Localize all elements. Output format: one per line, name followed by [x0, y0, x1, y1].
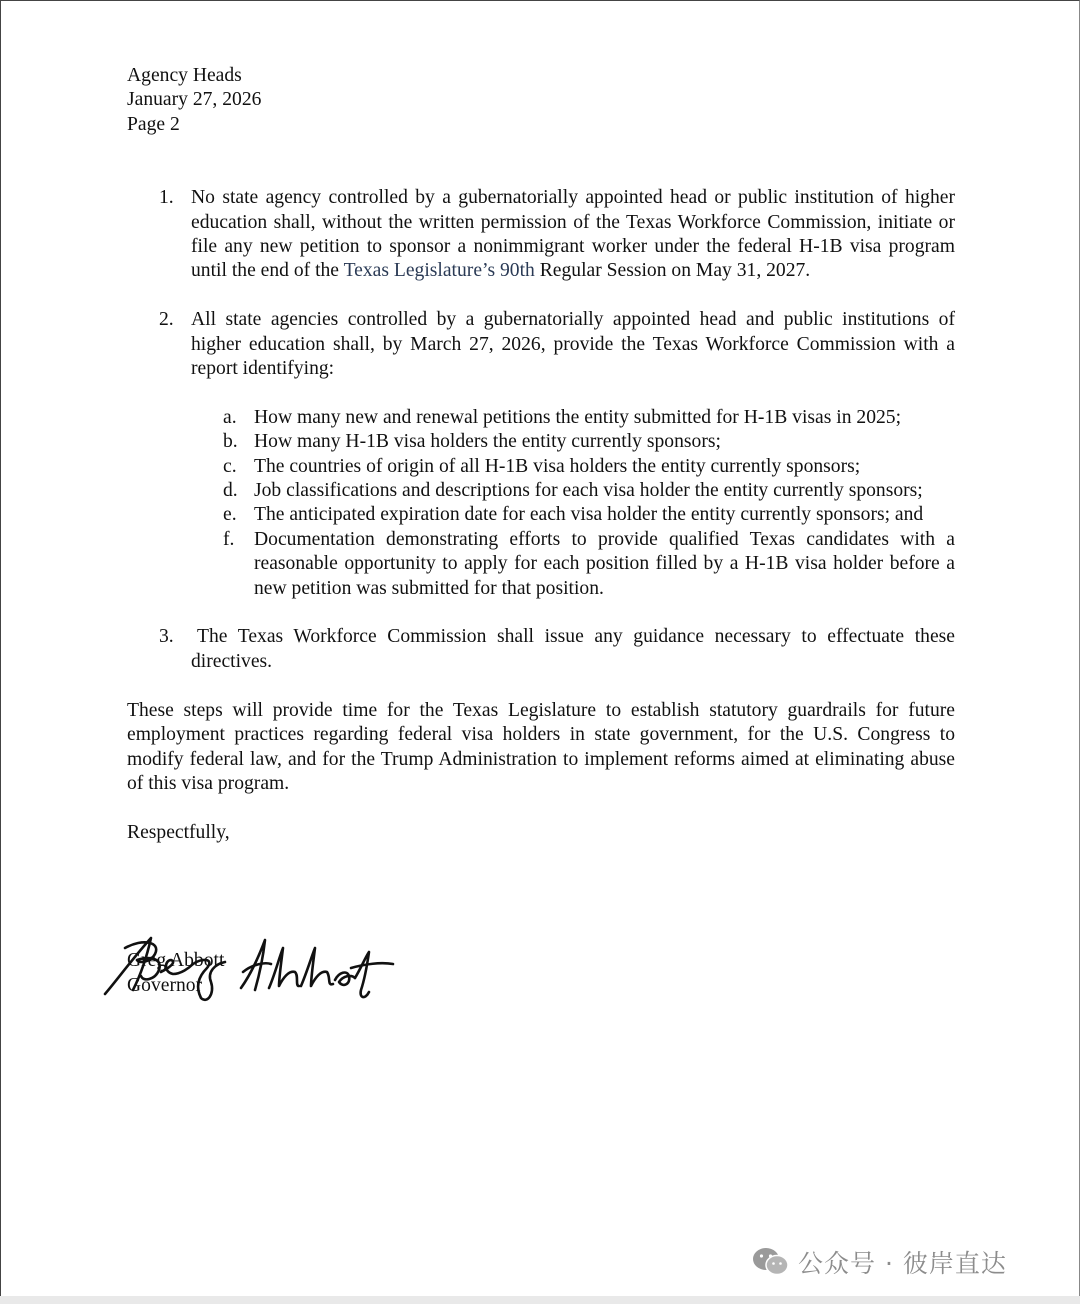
sub-marker: c. — [223, 455, 237, 477]
directive-text-1a: No state agency controlled by a gubernatorially appointed head or public institution of higher education shall, without the written permission of the Texas Workforce Commission, initiate or file any new petition to sponsor a nonimmigrant worker under the federal H-1B visa program until the end of the — [191, 187, 955, 282]
sub-item-b — [127, 430, 955, 454]
sub-item-e — [127, 503, 955, 527]
sub-item-a — [127, 406, 955, 430]
page-number: Page 2 — [127, 113, 180, 135]
directive-item-3 — [127, 625, 955, 674]
sub-item-text: The anticipated expiration date for each visa holder the entity currently sponsors; and — [254, 504, 924, 526]
watermark-text: 公众号 · 彼岸直达 — [798, 1249, 1007, 1278]
signer-title: Governor — [127, 974, 203, 996]
sub-marker: a. — [223, 406, 237, 428]
salutation: Respectfully, — [127, 821, 230, 843]
directive-text-1b: Regular Session on May 31, 2027. — [534, 260, 811, 282]
date-line: January 27, 2026 — [127, 89, 262, 111]
list-marker: 1. — [159, 187, 174, 209]
watermark — [752, 1244, 1007, 1280]
directive-text-3: The Texas Workforce Commission shall issue any guidance necessary to effectuate these directives. — [191, 626, 955, 672]
wechat-icon — [752, 1246, 790, 1278]
directive-item-2 — [127, 308, 955, 381]
directive-list — [127, 186, 955, 674]
sub-item-text: Documentation demonstrating efforts to provide qualified Texas candidates with a reasonable opportunity to apply for each position filled by a H-1B visa holder before a new petition was submitted for that position. — [254, 528, 955, 599]
legislature-reference: Texas Legislature’s 90th — [343, 260, 535, 282]
sub-marker: d. — [223, 480, 238, 502]
directive-text-2: All state agencies controlled by a gubernatorially appointed head and public institutions of higher education shall, by March 27, 2026, provide the Texas Workforce Commission with a report identifying: — [191, 309, 955, 380]
sub-item-text: Job classifications and descriptions for each visa holder the entity currently sponsors; — [254, 480, 923, 502]
list-marker: 2. — [159, 309, 174, 331]
recipient-line: Agency Heads — [127, 65, 242, 86]
sub-item-f — [127, 528, 955, 601]
sub-marker: e. — [223, 504, 237, 526]
sub-marker: f. — [223, 528, 235, 550]
report-requirements-list — [127, 406, 955, 601]
signer-name: Greg Abbott — [127, 950, 225, 972]
list-marker: 3. — [159, 626, 174, 648]
sub-item-text: How many new and renewal petitions the entity submitted for H-1B visas in 2025; — [254, 406, 902, 428]
sub-item-c — [127, 455, 955, 479]
letter-body — [127, 64, 955, 998]
signature-icon — [103, 928, 395, 1004]
letter-header — [127, 64, 955, 137]
sub-item-text: The countries of origin of all H-1B visa holders the entity currently sponsors; — [254, 455, 861, 477]
closing-paragraph: These steps will provide time for the Texas Legislature to establish statutory guardrails for future employment practices regarding federal visa holders in state government, for the U.S. Congress to modify federal law, and for the Trump Administration to implement reforms aimed at eliminating abuse of this visa program. — [127, 699, 955, 794]
footer-strip — [0, 1296, 1080, 1304]
sub-marker: b. — [223, 431, 238, 453]
sub-item-d — [127, 479, 955, 503]
directive-item-1 — [127, 186, 955, 284]
sub-item-text: How many H-1B visa holders the entity currently sponsors; — [254, 431, 721, 453]
